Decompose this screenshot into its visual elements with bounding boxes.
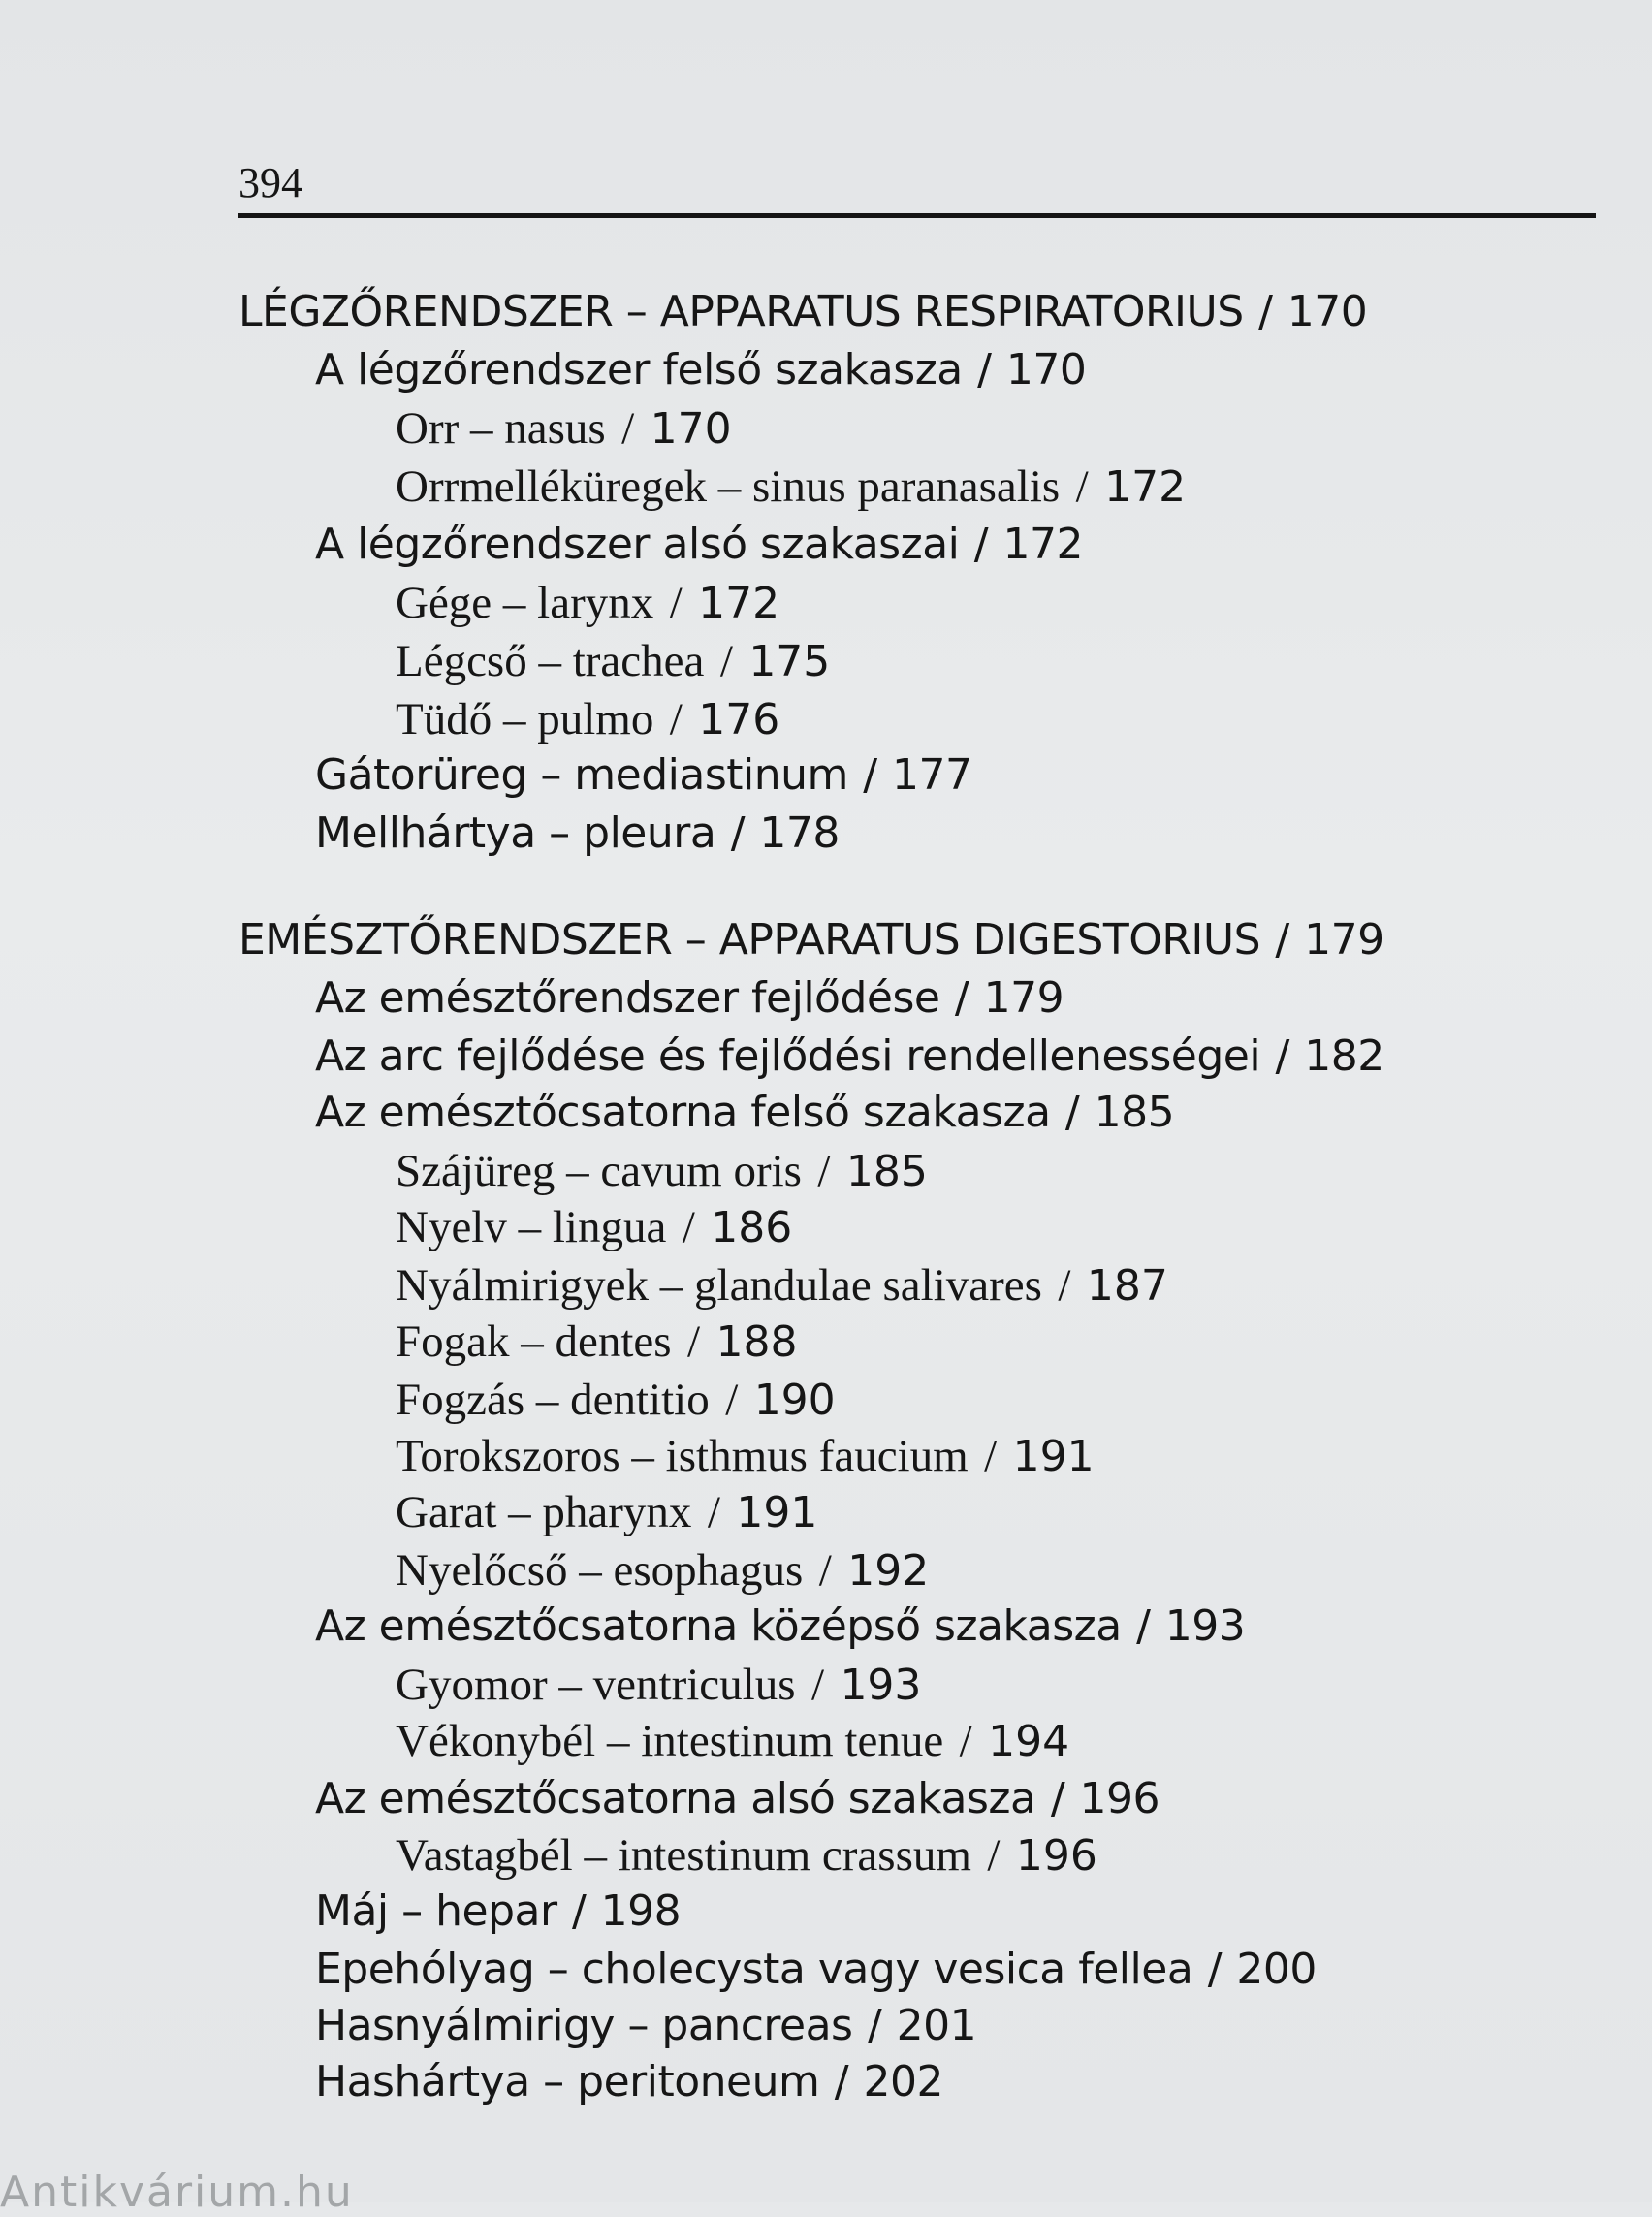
toc-entry: [396, 574, 779, 632]
toc-entry: [396, 1712, 1069, 1770]
toc-entry-title: Gyomor – ventriculus: [396, 1660, 796, 1710]
toc-entry: [396, 1427, 1095, 1485]
toc-separator: /: [959, 1716, 972, 1766]
toc-entry: [315, 1997, 976, 2055]
toc-separator: /: [1207, 1945, 1223, 1994]
toc-separator: /: [725, 1375, 739, 1425]
toc-separator: /: [973, 520, 989, 569]
toc-separator: /: [987, 1830, 1001, 1881]
toc-entry-title: Gátorüreg – mediastinum: [315, 750, 848, 800]
toc-entry-title: Garat – pharynx: [396, 1487, 692, 1537]
toc-entry-title: Az arc fejlődése és fejlődési rendellenességei: [315, 1031, 1261, 1081]
toc-separator: /: [669, 694, 683, 744]
toc-entry-title: Nyelőcső – esophagus: [396, 1545, 804, 1596]
toc-entry: [396, 1142, 928, 1200]
header-rule: [238, 213, 1596, 218]
toc-entry-title: EMÉSZTŐRENDSZER – APPARATUS DIGESTORIUS: [238, 915, 1261, 965]
toc-entry: [396, 1656, 921, 1714]
toc-entry-title: Vékonybél – intestinum tenue: [396, 1716, 944, 1766]
toc-entry: [315, 805, 840, 863]
toc-separator: /: [834, 2057, 849, 2106]
toc-entry: [315, 969, 1064, 1028]
toc-entry-title: Vastagbél – intestinum crassum: [396, 1830, 971, 1881]
toc-entry-title: Az emésztőcsatorna alsó szakasza: [315, 1774, 1036, 1823]
toc-entry: [315, 2053, 943, 2111]
toc-entry-title: Hasnyálmirigy – pancreas: [315, 2001, 853, 2050]
toc-entry-title: Hashártya – peritoneum: [315, 2057, 820, 2106]
toc-entry-page: 192: [847, 1546, 930, 1596]
toc-entry-title: Légcső – trachea: [396, 636, 705, 686]
toc-entry: [238, 911, 1384, 969]
toc-entry: [315, 1941, 1317, 1999]
toc-entry-title: Máj – hepar: [315, 1886, 557, 1936]
toc-entry-page: 170: [1005, 345, 1087, 395]
toc-entry-page: 170: [1287, 287, 1368, 336]
toc-entry-title: Epehólyag – cholecysta vagy vesica fellea: [315, 1945, 1193, 1994]
toc-entry-page: 182: [1304, 1031, 1384, 1081]
toc-entry-page: 202: [863, 2057, 943, 2106]
toc-separator: /: [1258, 287, 1273, 336]
toc-entry: [396, 1483, 817, 1541]
toc-entry-page: 187: [1086, 1261, 1168, 1311]
toc-entry-title: A légzőrendszer felső szakasza: [315, 345, 963, 395]
toc-entry-page: 179: [1304, 915, 1384, 965]
toc-entry: [396, 1541, 929, 1599]
toc-separator: /: [621, 403, 635, 454]
toc-entry-page: 200: [1236, 1945, 1317, 1994]
toc-entry-page: 172: [698, 579, 780, 628]
toc-entry: [396, 1198, 792, 1256]
toc-entry-page: 190: [753, 1376, 836, 1425]
toc-entry-page: 175: [748, 637, 831, 686]
toc-entry-page: 201: [896, 2001, 977, 2050]
toc-separator: /: [669, 578, 683, 628]
toc-separator: /: [719, 636, 733, 686]
toc-entry: [396, 690, 779, 748]
toc-entry-page: 193: [840, 1661, 922, 1710]
toc-separator: /: [818, 1545, 832, 1596]
toc-entry: [315, 746, 971, 805]
toc-entry-title: Orrmelléküregek – sinus paranasalis: [396, 461, 1061, 512]
toc-separator: /: [817, 1146, 831, 1196]
toc-entry-title: LÉGZŐRENDSZER – APPARATUS RESPIRATORIUS: [238, 287, 1244, 336]
toc-entry: [396, 1826, 1097, 1884]
toc-separator: /: [1275, 1031, 1289, 1081]
toc-entry-page: 191: [1012, 1432, 1095, 1481]
toc-separator: /: [730, 808, 746, 858]
toc-entry-page: 196: [1015, 1831, 1097, 1881]
toc-entry-title: Nyelv – lingua: [396, 1202, 667, 1252]
toc-entry-title: Az emésztőcsatorna középső szakasza: [315, 1601, 1122, 1651]
toc-separator: /: [977, 345, 992, 395]
toc-entry-page: 188: [715, 1317, 798, 1367]
toc-separator: /: [1058, 1260, 1071, 1311]
watermark: Antikvárium.hu: [0, 2168, 354, 2217]
toc-entry-title: Az emésztőcsatorna felső szakasza: [315, 1088, 1051, 1137]
toc-entry-title: Gége – larynx: [396, 578, 654, 628]
toc-entry-page: 179: [983, 973, 1064, 1023]
toc-separator: /: [571, 1886, 587, 1936]
toc-separator: /: [1275, 915, 1289, 965]
toc-separator: /: [863, 750, 877, 800]
toc-entry-page: 193: [1164, 1601, 1246, 1651]
toc-separator: /: [984, 1431, 998, 1481]
toc-entry: [315, 1883, 681, 1941]
toc-entry: [315, 341, 1086, 399]
toc-entry-page: 176: [698, 695, 780, 744]
toc-entry-title: Fogak – dentes: [396, 1316, 672, 1367]
toc-entry-page: 186: [711, 1203, 793, 1252]
page-number: 394: [238, 159, 302, 206]
toc-separator: /: [707, 1487, 720, 1537]
toc-separator: /: [682, 1202, 695, 1252]
toc-separator: /: [867, 2001, 882, 2050]
toc-entry-page: 172: [1002, 520, 1083, 569]
toc-entry-title: A légzőrendszer alsó szakaszai: [315, 520, 960, 569]
toc-entry-page: 185: [845, 1147, 928, 1196]
toc-separator: /: [1064, 1088, 1080, 1137]
toc-entry: [396, 1371, 836, 1429]
toc-entry-page: 194: [988, 1717, 1070, 1766]
toc-entry: [315, 1084, 1174, 1142]
toc-entry: [396, 1256, 1168, 1314]
toc-entry-title: Tüdő – pulmo: [396, 694, 654, 744]
toc-entry-page: 191: [736, 1488, 818, 1537]
toc-entry-page: 172: [1104, 462, 1187, 512]
toc-separator: /: [1075, 461, 1089, 512]
toc-separator: /: [1136, 1601, 1151, 1651]
toc-entry: [315, 1028, 1384, 1086]
toc-entry: [315, 1770, 1160, 1828]
toc-entry-page: 198: [600, 1886, 682, 1936]
toc-separator: /: [954, 973, 969, 1023]
toc-entry-page: 185: [1094, 1088, 1175, 1137]
toc-entry-title: Orr – nasus: [396, 403, 606, 454]
toc-entry-title: Torokszoros – isthmus faucium: [396, 1431, 969, 1481]
toc-entry: [396, 458, 1186, 516]
toc-entry-page: 178: [759, 808, 840, 858]
toc-entry: [315, 516, 1083, 574]
toc-separator: /: [810, 1660, 824, 1710]
toc-entry-page: 177: [892, 750, 972, 800]
toc-entry-title: Fogzás – dentitio: [396, 1375, 710, 1425]
toc-entry: [396, 1313, 798, 1371]
toc-separator: /: [1050, 1774, 1065, 1823]
toc-entry: [396, 632, 830, 690]
toc-entry: [315, 1598, 1245, 1656]
toc-entry-page: 170: [650, 404, 732, 454]
toc-entry: [238, 283, 1367, 341]
toc-entry: [396, 399, 732, 458]
toc-entry-title: Mellhártya – pleura: [315, 808, 716, 858]
toc-entry-title: Nyálmirigyek – glandulae salivares: [396, 1260, 1042, 1311]
toc-entry-title: Az emésztőrendszer fejlődése: [315, 973, 940, 1023]
toc-separator: /: [687, 1316, 701, 1367]
toc-entry-page: 196: [1079, 1774, 1160, 1823]
toc-entry-title: Szájüreg – cavum oris: [396, 1146, 802, 1196]
